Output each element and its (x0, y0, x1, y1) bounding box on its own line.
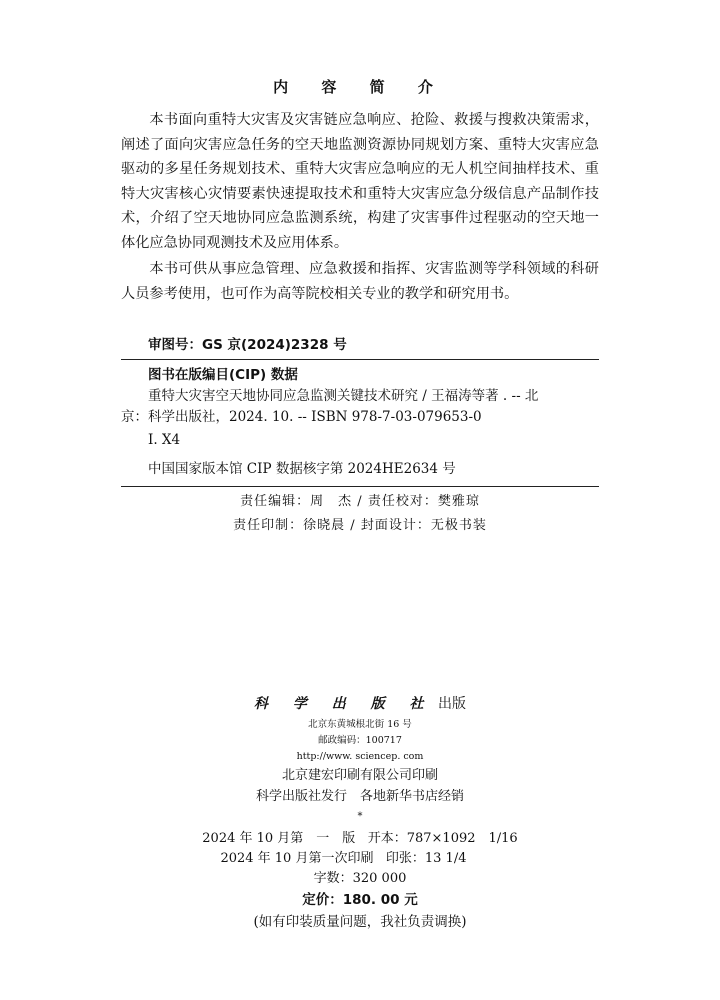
quality-notice: (如有印装质量问题，我社负责调换) (253, 914, 467, 930)
cip-heading: 图书在版编目(CIP) 数据 (148, 367, 298, 383)
summary-paragraph-1: 本书面向重特大灾害及灾害链应急响应、抢险、救援与搜救决策需求，阐述了面向灾害应急任务的空天地监测资源协同规划方案、重特大灾害应急驱动的多星任务规划技术、重特大灾害应急响应的无人机空间抽样技术、重特大灾害核心灾情要素快速提取技术和重特大灾害应急分级信息产品制作技术，介绍了空天地协同应急监测系统，构建了灾害事件过程驱动的空天地一体化应急协同观测技术及应用体系。 (121, 112, 599, 251)
printing-row (0, 849, 720, 869)
staff-line-1: 责任编辑：周 杰 / 责任校对：樊雅琼 (240, 494, 480, 509)
publisher-address: 北京东黄城根北街 16 号 (308, 719, 412, 730)
cip-classification: Ⅰ. X4 (148, 432, 181, 448)
distribution: 科学出版社发行 各地新华书店经销 (255, 789, 464, 804)
map-review-number: 审图号：GS 京(2024)2328 号 (148, 337, 347, 353)
staff-line-2: 责任印制：徐晓晨 / 封面设计：无极书装 (233, 518, 487, 533)
publisher-row (0, 693, 720, 713)
cip-entry-line-2: 京：科学出版社，2024. 10. -- ISBN 978-7-03-079653-0 (121, 409, 482, 425)
imprint-block (0, 693, 720, 933)
divider-top (121, 359, 599, 360)
format-info: 开本：787×1092 1/16 (367, 831, 518, 846)
cip-check-number: 中国国家版本馆 CIP 数据核字第 2024HE2634 号 (148, 461, 456, 477)
sheet-info: 印张：13 1/4 (385, 851, 467, 866)
word-count: 字数：320 000 (313, 871, 407, 886)
publisher-website: http://www. sciencep. com (296, 751, 424, 762)
price: 定价：180. 00 元 (302, 892, 418, 908)
edition-info: 2024 年 10 月第 一 版 (202, 831, 356, 846)
edition-row (0, 829, 720, 849)
printing-info: 2024 年 10 月第一次印刷 (220, 851, 374, 866)
cip-block (121, 365, 599, 480)
publisher-name: 科 学 出 版 社 (254, 696, 434, 712)
publisher-suffix: 出版 (437, 696, 466, 712)
cip-entry-line-1: 重特大灾害空天地协同应急监测关键技术研究 / 王福涛等著 . -- 北 (148, 388, 539, 404)
summary-body (121, 108, 599, 306)
publisher-postcode: 邮政编码：100717 (318, 735, 402, 746)
divider-bottom (121, 486, 599, 487)
separator-star: * (357, 811, 363, 822)
printer: 北京建宏印刷有限公司印刷 (281, 768, 438, 783)
summary-paragraph-2: 本书可供从事应急管理、应急救援和指挥、灾害监测等学科领域的科研人员参考使用，也可作为高等院校相关专业的教学和研究用书。 (121, 261, 599, 302)
summary-title: 内 容 简 介 (273, 78, 447, 96)
